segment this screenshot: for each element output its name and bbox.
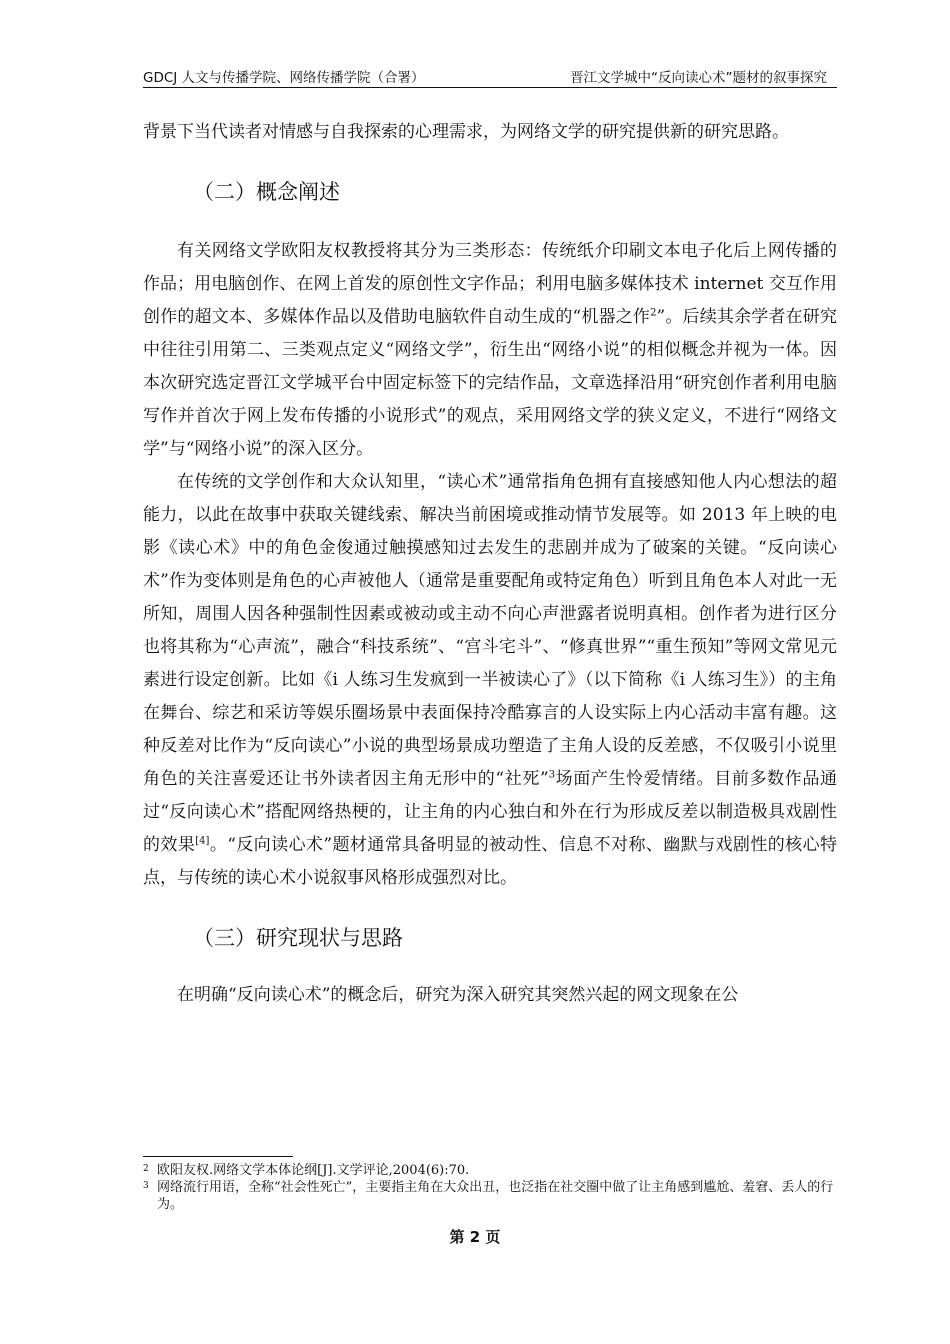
footnote-number: 2 <box>143 1164 149 1174</box>
status-paragraph-1: 在明确“反向读心术”的概念后，研究为深入研究其突然兴起的网文现象在公 <box>177 985 739 1005</box>
concept-paragraph-1 <box>143 235 837 466</box>
running-header <box>143 66 837 86</box>
footnote-3 <box>143 1179 837 1213</box>
footnotes <box>143 1162 837 1213</box>
concept-p2-text-c: 。“反向读心术”题材通常具备明显的被动性、信息不对称、幽默与戏剧性的核心特点，与传统的读心术小说叙事风格形成强烈对比。 <box>143 835 837 888</box>
footnote-ref-3[interactable]: 3 <box>548 769 556 781</box>
footnote-ref-2[interactable]: 2 <box>650 307 657 319</box>
concept-paragraph-2 <box>143 466 837 895</box>
header-divider <box>143 87 837 88</box>
concept-p1-text-a: 有关网络文学欧阳友权教授将其分为三类形态：传统纸介印刷文本电子化后上网传播的作品；用电脑创作、在网上首发的原创性文字作品；利用电脑多媒体技术 internet 交互作用创作的超文本、多媒体作品以及借助电脑软件自动生成的“机器之作 <box>143 241 837 327</box>
section-heading-concept: （二）概念阐述 <box>193 180 340 204</box>
page-body <box>143 116 837 1012</box>
concept-p2-text-b: 场面产生怜爱情绪。目前多数作品通过“反向读心术”搭配网络热梗的，让主角的内心独白和外在行为形成反差以制造极具戏剧性的效果 <box>143 769 838 855</box>
concept-p1-text-b: ”。后续其余学者在研究中往往引用第二、三类观点定义“网络文学”，衍生出“网络小说”的相似概念并视为一体。因本次研究选定晋江文学城平台中固定标签下的完结作品，文章选择沿用“研究创作者利用电脑写作并首次于网上发布传播的小说形式”的观点，采用网络文学的狭义定义，不进行“网络文学”与“网络小说”的深入区分。 <box>143 307 837 459</box>
footnote-text: 欧阳友权.网络文学本体论纲[J].文学评论,2004(6):70. <box>157 1163 470 1178</box>
header-paper-title: 晋江文学城中“反向读心术”题材的叙事探究 <box>570 70 827 86</box>
concept-p2-text-a: 在传统的文学创作和大众认知里，“读心术”通常指角色拥有直接感知他人内心想法的超能力，以此在故事中获取关键线索、解决当前困境或推动情节发展等。如 2013 年上映的电影《读心术》中的角色金俊通过触摸感知过去发生的悲剧并成为了破案的关键。“反向读心术”作为变体则是角色的心声被他人（通常是重要配角或特定角色）听到且角色本人对此一无所知，周围人因各种强制性因素或被动或主动不向心声泄露者说明真相。创作者为进行区分也将其称为“心声流”，融合“科技系统”、“宫斗宅斗”、“修真世界”“重生预知”等网文常见元素进行设定创新。比如《i 人练习生发疯到一半被读心了》（以下简称《i 人练习生》）的主角在舞台、综艺和采访等娱乐圈场景中表面保持冷酷寡言的人设实际上内心活动丰富有趣。这种反差对比作为“反向读心”小说的典型场景成功塑造了主角人设的反差感，不仅吸引小说里角色的关注喜爱还让书外读者因主角无形中的“社死” <box>143 472 837 789</box>
footnote-divider <box>143 1156 293 1157</box>
footnote-text: 网络流行用语，全称“社会性死亡”，主要指主角在大众出丑，也泛指在社交圈中做了让主角感到尴尬、羞窘、丢人的行为。 <box>157 1180 834 1212</box>
header-institution: GDCJ 人文与传播学院、网络传播学院（合署） <box>143 70 425 86</box>
intro-paragraph-tail: 背景下当代读者对情感与自我探索的心理需求，为网络文学的研究提供新的研究思路。 <box>143 122 789 142</box>
section-heading-research-status: （三）研究现状与思路 <box>193 926 403 950</box>
citation-ref-4[interactable]: [4] <box>195 835 210 847</box>
footnote-2 <box>143 1162 837 1179</box>
page-number: 第 2 页 <box>449 1228 501 1246</box>
footnote-number: 3 <box>143 1181 149 1191</box>
